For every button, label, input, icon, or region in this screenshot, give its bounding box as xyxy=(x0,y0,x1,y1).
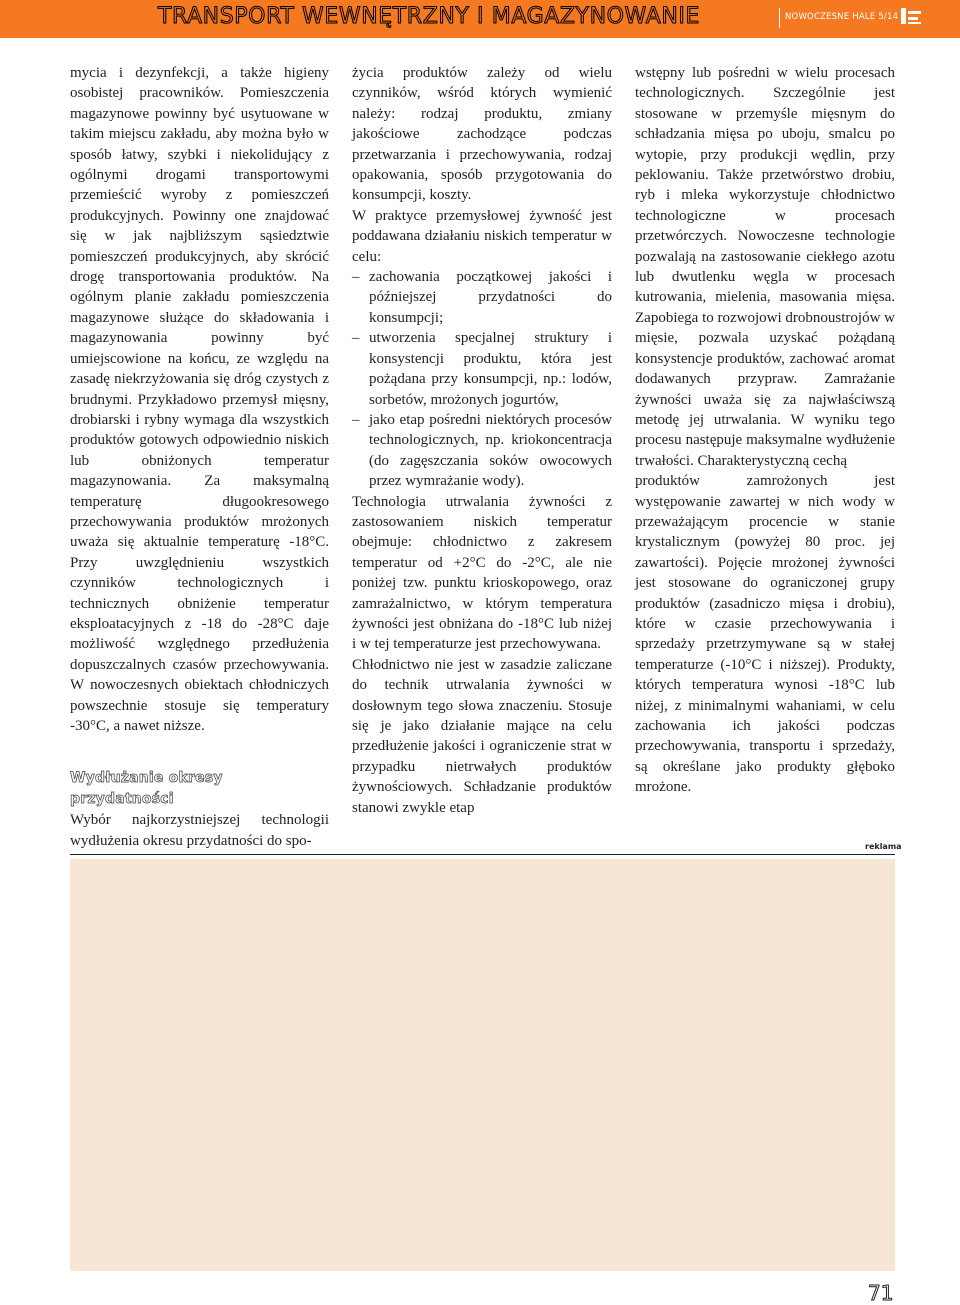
list-item: – zachowania początkowej jakości i późniejszej przydatności do konsumpcji; xyxy=(352,267,612,328)
paragraph: mycia i dezynfekcji, a także higieny osobistej pracowników. Pomieszczenia magazynowe powinny być usytuowane w takim miejscu zakładu, aby można było w sposób łatwy, szybki i niekolidujący z ogólnymi drogami transportowymi przemieścić wyroby z pomieszczeń produkcyjnych. Powinny one znajdować się w jak najbliższym sąsiedztwie pomieszczeń produkcyjnych, aby skrócić drogę transportowania produktów. Na ogólnym planie zakładu pomieszczenia magazynowe służące do składowania i magazynowania powinny być umiejscowione na końcu, ze względu na zasadę niekrzyżowania się dróg czystych z brudnymi. Przykładowo przemysł mięsny, drobiarski i rybny wymaga dla wszystkich produktów gotowych odpowiednio niskich lub obniżonych temperatur magazynowania. Za maksymalną temperaturę długookresowego przechowywania produktów mrożonych uważa się aktualnie temperaturę -18°C. Przy uwzględnieniu wszystkich czynników technologicznych i technicznych obniżenie temperatur eksploatacyjnych z -18 do -28°C daje możliwość względnego przedłużenia dopuszczalnych czasów przechowywania. W nowoczesnych obiektach chłodniczych powszechnie stosuje się temperatury -30°C, a nawet niższe. xyxy=(70,65,329,734)
paragraph: wstępny lub pośredni w wielu procesach technologicznych. Szczególnie jest stosowane w przemyśle mięsnym do schładzania mięsa po uboju, smalcu po wytopie, przy produkcji wędlin, przy peklowaniu. Także przetwórstwo drobiu, ryb i mleka wykorzystuje chłodnictwo technologiczne w procesach przetwórczych. Nowoczesne technologie pozwalają na zastosowanie ciekłego azotu lub dwutlenku węgla w procesach kutrowania, mielenia, masowania mięsa. Zapobiega to rozwojowi drobnoustrojów w mięsie, pozwala uzyskać pożądaną konsystencje produktów, zachować aromat dodawanych przypraw. Zamrażanie żywności uważa się za najwłaściwszą metodę jej utrwalania. W wyniku tego procesu następuje maksymalne wydłużenie trwałości. Charakterystyczną cechą xyxy=(635,65,895,469)
ad-label: reklama xyxy=(865,842,902,851)
list-item: – utworzenia specjalnej struktury i konsystencji produktu, która jest pożądana przy konsumpcji, np.: lodów, sorbetów, mrożonych jogurtów, xyxy=(352,328,612,410)
header-band xyxy=(0,0,960,38)
purpose-list xyxy=(352,267,612,491)
paragraph: życia produktów zależy od wielu czynników, wśród których wymienić należy: rodzaj produktu, zmiany jakościowe zachodzące podczas przetwarzania i przechowywania, rodzaj opakowania, sposób przygotowania do konsumpcji, koszty. xyxy=(352,65,612,204)
section-heading: Wydłużanie okresy przydatności xyxy=(70,770,223,807)
article-column-2 xyxy=(352,63,612,818)
paragraph: Chłodnictwo nie jest w zasadzie zaliczane do technik utrwalania żywności w dosłownym tego słowa znaczeniu. Stosuje się je jako działanie mające na celu przedłużenie jakości i ograniczenie strat w przypadku nietrwałych produktów żywnościowych. Schładzanie produktów stanowi zwykle etap xyxy=(352,656,612,816)
header-divider xyxy=(779,8,780,28)
magazine-logo-icon xyxy=(900,6,922,26)
paragraph: produktów zamrożonych jest występowanie zawartej w nich wody w przeważającym procencie w stanie krystalicznym (powyżej 80 proc. jej zawartości). Pojęcie mrożonej żywności jest stosowane do ograniczonej grupy produktów (zasadniczo mięsa i drobiu), które w czasie przechowywania i sprzedaży przetrzymywane są w stałej temperaturze (-10°C i niższej). Produkty, których temperatura wynosi -18°C lub niżej, z minimalnymi wahaniami, w celu zachowania ich jakości podczas przechowywania, transportu i sprzedaży, są określane jako produkty głęboko mrożone. xyxy=(635,473,895,796)
article-column-1 xyxy=(70,63,329,851)
paragraph: Wybór najkorzystniejszej technologii wydłużenia okresu przydatności do spo- xyxy=(70,812,329,849)
paragraph: W praktyce przemysłowej żywność jest poddawana działaniu niskich temperatur w celu: xyxy=(352,207,612,265)
paragraph: Technologia utrwalania żywności z zastosowaniem niskich temperatur obejmuje: chłodnictwo z zakresem temperatur od +2°C do -2°C, ale nie poniżej tzw. punktu krioskopowego, oraz zamrażalnictwo, w którym temperatura żywności jest obniżana do -18°C lub niżej i w tej temperaturze jest przechowywana. xyxy=(352,493,612,653)
section-title: TRANSPORT WEWNĘTRZNY I MAGAZYNOWANIE xyxy=(158,4,701,29)
article-column-3 xyxy=(635,63,895,798)
issue-label: NOWOCZESNE HALE 5/14 xyxy=(785,12,899,22)
advertisement-area xyxy=(70,859,895,1271)
page-number: 71 xyxy=(868,1281,894,1305)
list-item: – jako etap pośredni niektórych procesów technologicznych, np. kriokoncentracja (do zagęszczania soków owocowych przez wymrażanie wody). xyxy=(352,410,612,492)
ad-divider xyxy=(70,854,895,855)
